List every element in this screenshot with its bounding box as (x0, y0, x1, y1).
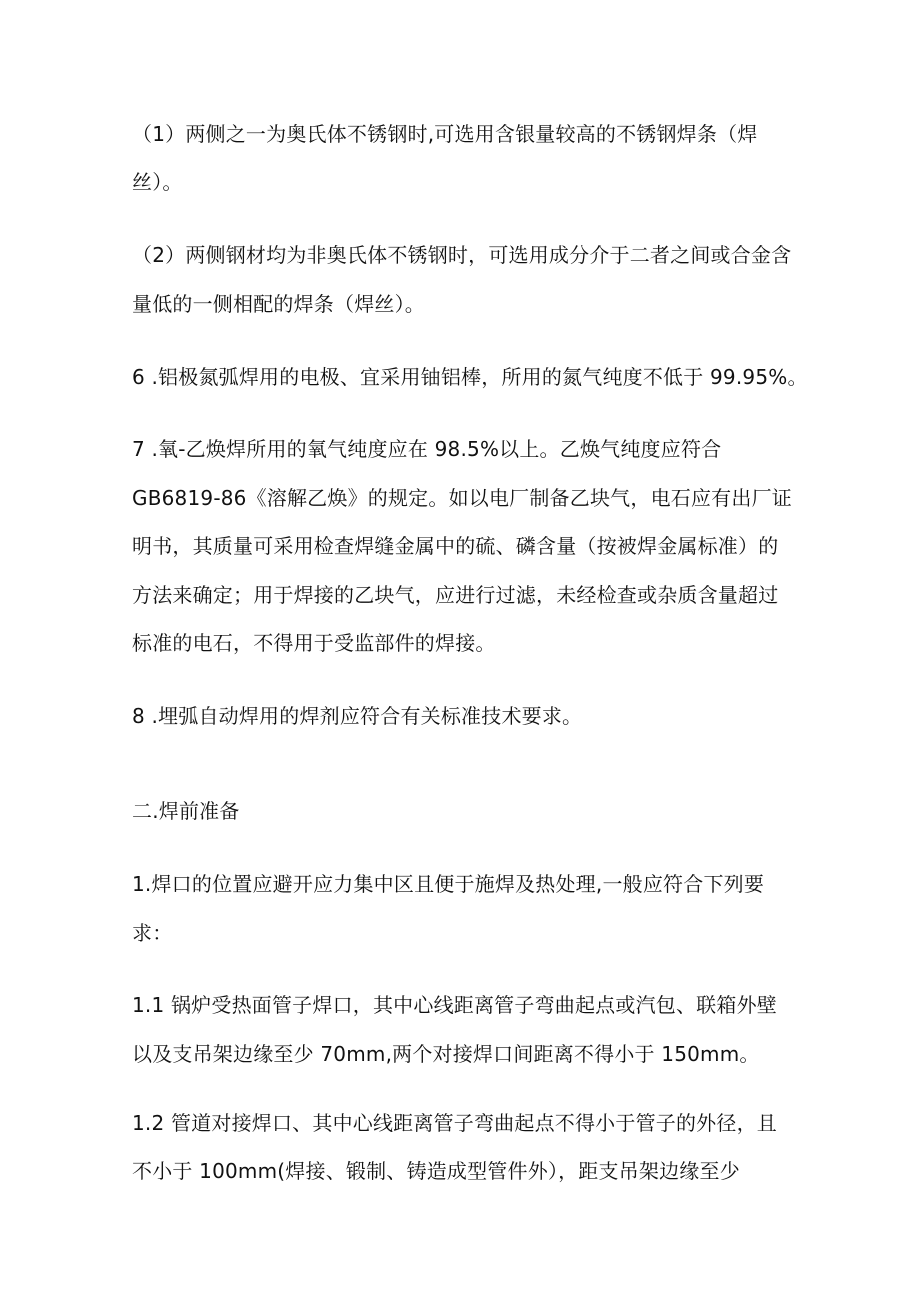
paragraph-1-line-2: 丝）。 (132, 170, 183, 194)
paragraph-6-line-2: 求： (132, 921, 173, 945)
paragraph-4-line-3: 明书，其质量可采用检查焊缝金属中的硫、磷含量（按被焊金属标准）的 (132, 534, 779, 558)
paragraph-4-line-4: 方法来确定；用于焊接的乙块气，应进行过滤，未经检查或杂质含量超过 (132, 583, 779, 607)
paragraph-4-line-2: GB6819-86《溶解乙焕》的规定。如以电厂制备乙块气，电石应有出厂证 (132, 486, 792, 510)
paragraph-3-line-1: 6 .铝极氮弧焊用的电极、宜采用铀铝棒，所用的氮气纯度不低于 99.95%。 (132, 365, 808, 389)
paragraph-1-line-1: （1）两侧之一为奥氏体不锈钢时,可选用含银量较高的不锈钢焊条（焊 (132, 122, 758, 146)
paragraph-8-line-1: 1.2 管道对接焊口、其中心线距离管子弯曲起点不得小于管子的外径，且 (132, 1111, 777, 1135)
paragraph-4-line-5: 标准的电石，不得用于受监部件的焊接。 (132, 631, 496, 655)
paragraph-4-line-1: 7 .氧-乙焕焊所用的氧气纯度应在 98.5%以上。乙焕气纯度应符合 (132, 437, 722, 461)
paragraph-7-line-2: 以及支吊架边缘至少 70mm,两个对接焊口间距离不得小于 150mm。 (132, 1042, 760, 1066)
paragraph-2-line-2: 量低的一侧相配的焊条（焊丝）。 (132, 292, 425, 316)
paragraph-2-line-1: （2）两侧钢材均为非奥氏体不锈钢时，可选用成分介于二者之间或合金含 (132, 243, 792, 267)
section-heading: 二.焊前准备 (132, 799, 240, 823)
paragraph-6-line-1: 1.焊口的位置应避开应力集中区且便于施焊及热处理,一般应符合下列要 (132, 872, 765, 896)
paragraph-5-line-1: 8 .埋弧自动焊用的焊剂应符合有关标准技术要求。 (132, 704, 583, 728)
paragraph-7-line-1: 1.1 锅炉受热面管子焊口，其中心线距离管子弯曲起点或汽包、联箱外壁 (132, 993, 777, 1017)
paragraph-8-line-2: 不小于 100mm(焊接、锻制、铸造成型管件外），距支吊架边缘至少 (132, 1159, 740, 1183)
